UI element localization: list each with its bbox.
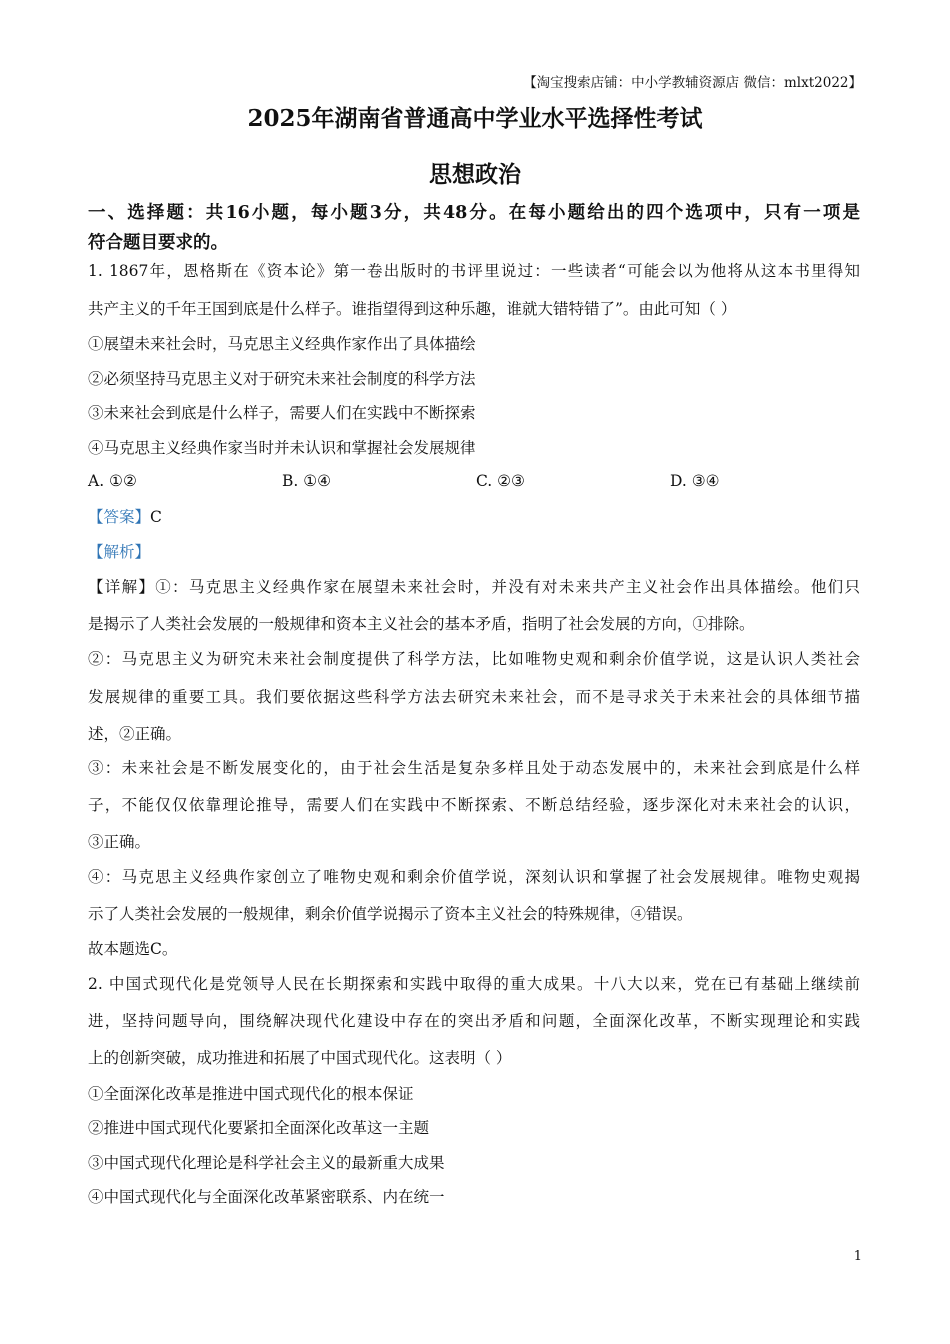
- question-stem-line: 2. 中国式现代化是党领导人民在长期探索和实践中取得的重大成果。十八大以来，党在已有基础上继续前: [88, 975, 860, 993]
- option-c: C. ②③: [476, 472, 525, 490]
- explanation-line: ③正确。: [88, 833, 151, 851]
- statement-item: ④马克思主义经典作家当时并未认识和掌握社会发展规律: [88, 439, 476, 457]
- question-stem-line: 进，坚持问题导向，围绕解决现代化建设中存在的突出矛盾和问题，全面深化改革，不断实现理论和实践: [88, 1012, 860, 1030]
- section-heading-line: 一、选择题：共16小题，每小题3分，共48分。在每小题给出的四个选项中，只有一项是: [88, 203, 860, 223]
- statement-item: ①全面深化改革是推进中国式现代化的根本保证: [88, 1085, 414, 1103]
- explanation-line: 【详解】①：马克思主义经典作家在展望未来社会时，并没有对未来共产主义社会作出具体描绘。他们只: [88, 578, 860, 596]
- explanation-line: 述，②正确。: [88, 725, 182, 743]
- answer-label: 【答案】: [88, 508, 151, 526]
- statement-item: ③未来社会到底是什么样子，需要人们在实践中不断探索: [88, 404, 476, 422]
- header-note: 【淘宝搜索店铺：中小学教辅资源店 微信：mlxt2022】: [523, 75, 862, 91]
- explanation-line: ②：马克思主义为研究未来社会制度提供了科学方法，比如唯物史观和剩余价值学说，这是认识人类社会: [88, 650, 860, 668]
- answer-value: C: [150, 508, 162, 526]
- statement-item: ②必须坚持马克思主义对于研究未来社会制度的科学方法: [88, 370, 476, 388]
- statement-item: ④中国式现代化与全面深化改革紧密联系、内在统一: [88, 1188, 445, 1206]
- exam-title: 2025年湖南省普通高中学业水平选择性考试: [247, 105, 703, 132]
- statement-item: ③中国式现代化理论是科学社会主义的最新重大成果: [88, 1154, 445, 1172]
- explanation-line: ③：未来社会是不断发展变化的，由于社会生活是复杂多样且处于动态发展中的，未来社会到底是什么样: [88, 759, 860, 777]
- subject-title: 思想政治: [429, 161, 521, 188]
- explanation-line: 示了人类社会发展的一般规律，剩余价值学说揭示了资本主义社会的特殊规律，④错误。: [88, 905, 693, 923]
- explanation-line: 子，不能仅仅依靠理论推导，需要人们在实践中不断探索、不断总结经验，逐步深化对未来社会的认识，: [88, 796, 860, 814]
- page-number: 1: [853, 1249, 862, 1264]
- explanation-line: ④：马克思主义经典作家创立了唯物史观和剩余价值学说，深刻认识和掌握了社会发展规律。唯物史观揭: [88, 868, 860, 886]
- option-a: A. ①②: [88, 472, 137, 490]
- option-d: D. ③④: [670, 472, 720, 490]
- section-heading-line: 符合题目要求的。: [88, 233, 228, 253]
- explanation-line: 发展规律的重要工具。我们要依据这些科学方法去研究未来社会，而不是寻求关于未来社会的具体细节描: [88, 688, 860, 706]
- option-b: B. ①④: [282, 472, 332, 490]
- statement-item: ②推进中国式现代化要紧扣全面深化改革这一主题: [88, 1119, 430, 1137]
- question-stem-line: 共产主义的千年王国到底是什么样子。谁指望得到这种乐趣，谁就大错特错了”。由此可知（ ）: [88, 300, 737, 318]
- statement-item: ①展望未来社会时，马克思主义经典作家作出了具体描绘: [88, 335, 476, 353]
- answer-line: [88, 507, 860, 527]
- question-stem-line: 1. 1867年，恩格斯在《资本论》第一卷出版时的书评里说过：一些读者“可能会以为他将从这本书里得知: [88, 262, 860, 280]
- question-stem-line: 上的创新突破，成功推进和拓展了中国式现代化。这表明（ ）: [88, 1049, 512, 1067]
- analysis-label: 【解析】: [88, 543, 151, 561]
- explanation-line: 是揭示了人类社会发展的一般规律和资本主义社会的基本矛盾，指明了社会发展的方向，①排除。: [88, 615, 755, 633]
- explanation-line: 故本题选C。: [88, 940, 178, 958]
